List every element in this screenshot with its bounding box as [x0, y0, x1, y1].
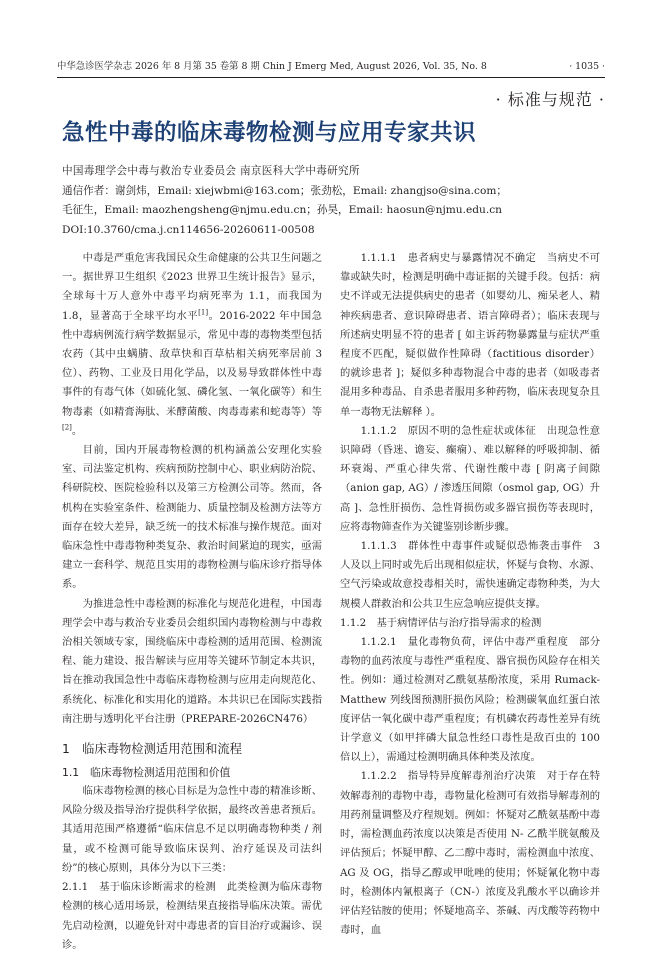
author-organizations: 中国毒理学会中毒与救治专业委员会 南京医科大学中毒研究所	[62, 165, 360, 177]
text-run: 。2016-2022 年中国急性中毒病例流行病学数据显示，常见中毒的毒物类型包括农药（其中虫螨腈、敌草快和百草枯相关病死率居前 3 位）、药物、工业及日用化学品，以及易导致群体性中毒事件的有毒气体（如硫化氢、磷化氢、一氧化碳等）和生物毒素（如精膏海肽、米酵菌酸、肉毒毒素和蛇毒等）等	[62, 309, 323, 418]
running-head	[57, 60, 605, 74]
paragraph: 1.1.1.2 原因不明的急性症状或体征 出现急性意识障碍（昏迷、谵妄、癫痫）、难以解释的呼吸抑制、循环衰竭、严重心律失常、代谢性酸中毒 [ 阴离子间隙（anion gap, AG）/ 渗透压间隙（osmol gap, OG）升高 ]、急性肝损伤、急性肾损伤或多器官损伤等表现时，应将毒物筛查作为关键鉴别诊断步骤。	[340, 424, 600, 533]
left-column	[62, 249, 322, 955]
paragraph: 临床毒物检测的核心目标是为急性中毒的精准诊断、风险分级及指导治疗提供科学依据，最终改善患者预后。其适用范围严格遵循“临床信息不足以明确毒物种类 / 剂量，或不检测可能导致临床误判、治疗延误及司法纠纷”的核心原则，具体分为以下三类：	[62, 785, 322, 874]
article-title: 急性中毒的临床毒物检测与应用专家共识	[62, 120, 477, 146]
article-meta	[62, 162, 622, 240]
paragraph: 1.1.2.2 指导特异度解毒剂治疗决策 对于存在特效解毒剂的毒物中毒，毒物量化检测可有效指导解毒剂的用药剂量调整及疗程规划。例如：怀疑对乙酰氨基酚中毒时，需检测血药浓度以决策是否使用 N- 乙酰半胱氨酸及评估预后；怀疑甲醇、乙二醇中毒时，需检测血中浓度、AG 及 OG，指导乙醇或甲吡唑的使用；怀疑氰化物中毒时，检测体内氰根离子（CN-）浓度及乳酸水平以确诊并评估羟钴胺的使用；怀疑地高辛、茶碱、丙戊酸等药物中毒时，血	[340, 770, 600, 937]
correspondence-line-1: 通信作者：谢剑炜，Email: xiejwbmi@163.com；张劲松，Email: zhangjso@sina.com；	[62, 184, 507, 197]
right-column	[340, 249, 600, 940]
subsection-heading: 1.1.2 基于病情评估与治疗指导需求的检测	[340, 616, 542, 629]
page-number: · 1035 ·	[569, 61, 605, 72]
citation-ref: [1]	[198, 308, 209, 317]
paragraph: 为推进急性中毒检测的标准化与规范化进程，中国毒理学会中毒与救治专业委员会组织国内毒物检测与中毒救治相关领域专家，围绕临床中毒检测的适用范围、检测流程、能力建设、报告解读与应用等关键环节制定本共识，旨在推动我国急性中毒临床毒物检测与应用走向规范化、系统化、标准化和实用化的道路。本共识已在国际实践指南注册与透明化平台注册（PREPARE-2026CN476）	[62, 597, 322, 725]
paragraph: 1.1.1.1 患者病史与暴露情况不确定 当病史不可靠或缺失时，检测是明确中毒证据的关键手段。包括：病史不详或无法提供病史的患者（如婴幼儿、痴呆老人、精神疾病患者、意识障碍患者、语言障碍者）；临床表现与所述病史明显不符的患者 [ 如主诉药物暴露量与症状严重程度不匹配，疑似做作性障碍（factitious disorder）的就诊患者 ]；疑似多种毒物混合中毒的患者（如吸毒者混用多种毒品、自杀患者服用多种药物，临床表现复杂且单一毒物无法解释 ）。	[340, 252, 600, 418]
text-run: 。	[71, 424, 83, 437]
paragraph: 2.1.1 基于临床诊断需求的检测 此类检测为临床毒物检测的核心适用场景，检测结果直接指导临床决策。需优先启动检测，以避免针对中毒患者的盲目治疗或漏诊、误诊。	[62, 881, 322, 951]
subsection-heading: 1.1 临床毒物检测适用范围和价值	[62, 766, 231, 780]
doi: DOI:10.3760/cma.j.cn114656-20260611-00508	[62, 223, 315, 236]
text-run: 中毒是严重危害我国民众生命健康的公共卫生问题之一。据世界卫生组织《2023 世界卫生统计报告》显示，全球每十万人意外中毒平均病死率为 1.1，而我国为 1.8，显著高于全球平均水平	[62, 252, 322, 322]
section-tag: · 标准与规范 ·	[495, 90, 605, 109]
paragraph: 1.1.1.3 群体性中毒事件或疑似恐怖袭击事件 3 人及以上同时或先后出现相似症状，怀疑与食物、水源、空气污染或故意投毒相关时，需快速确定毒物种类，为大规模人群救治和公共卫生应急响应提供支撑。	[340, 540, 600, 610]
paragraph	[62, 249, 322, 441]
journal-citation: 中华急诊医学杂志 2026 年 8 月第 35 卷第 8 期 Chin J Emerg Med, August 2026, Vol. 35, No. 8	[57, 61, 487, 72]
header-rule	[57, 77, 605, 78]
paragraph: 1.1.2.1 量化毒物负荷，评估中毒严重程度 部分毒物的血药浓度与毒性严重程度、器官损伤风险存在相关性。例如：通过检测对乙酰氨基酚浓度，采用 Rumack-Matthew 列线图预测肝损伤风险；检测碳氧血红蛋白浓度评估一氧化碳中毒严重程度；有机磷农药毒性差异有统计学意义（如甲拌磷大鼠急性经口毒性是敌百虫的 100 倍以上），需通过检测明确具体种类及浓度。	[340, 636, 600, 764]
correspondence-line-2: 毛征生，Email: maozhengsheng@njmu.edu.cn；孙昊，Email: haosun@njmu.edu.cn	[62, 204, 502, 216]
citation-ref: [2]	[62, 423, 72, 432]
paragraph: 目前，国内开展毒物检测的机构涵盖公安理化实验室、司法鉴定机构、疾病预防控制中心、职业病防治院、科研院校、医院检验科以及第三方检测公司等。然而，各机构在实验室条件、检测能力、质量控制及检测方法等方面存在较大差异，缺乏统一的技术标准与操作规范。面对临床急性中毒毒物种类复杂、救治时间紧迫的现实，亟需建立一套科学、规范且实用的毒物检测与临床诊疗指导体系。	[62, 444, 322, 591]
section-heading: 1 临床毒物检测适用范围和流程	[62, 742, 242, 757]
